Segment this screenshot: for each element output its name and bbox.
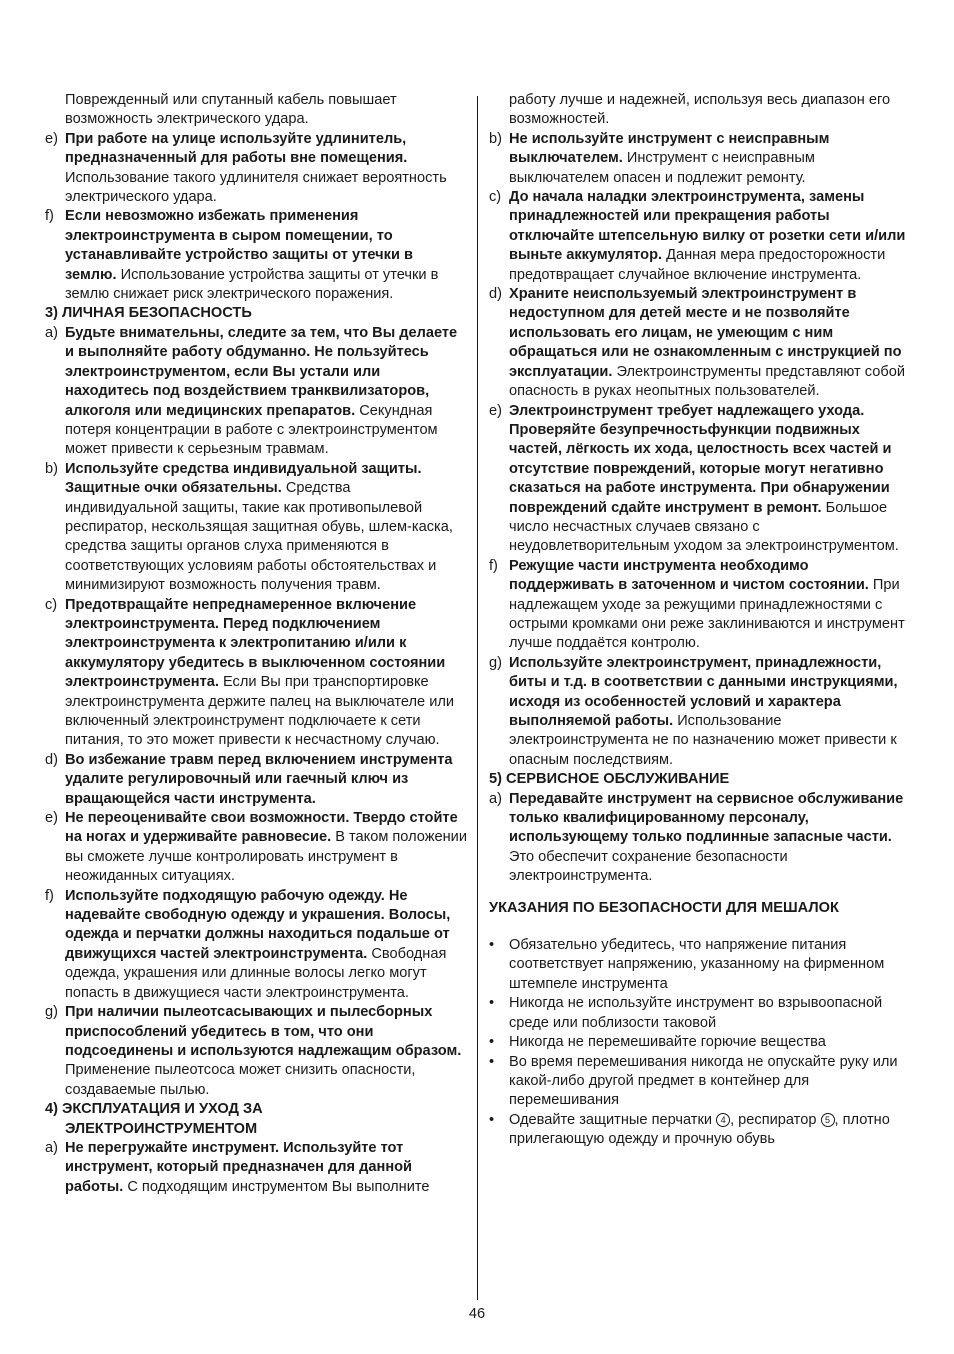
item-marker: c) (45, 596, 58, 613)
item-text: Использование устройства защиты от утечки в землю снижает риск электрического поражения. (65, 266, 439, 303)
bullet-item (489, 1033, 913, 1052)
item-marker: g) (45, 1004, 58, 1021)
list-item (45, 809, 467, 887)
item-bold-text: Предотвращайте непреднамеренное включение электроинструмента. Перед подключением электроинструмента к электропитанию и/или к аккумулятору убедитесь в выключенном состоянии электроинструмента. (65, 596, 446, 691)
bullet-text: Никогда не используйте инструмент во взрывоопасной среде или поблизости таковой (509, 995, 883, 1031)
item-text: В таком положении вы сможете лучше контролировать инструмент в неожиданных ситуациях. (65, 829, 467, 885)
list-item (45, 751, 467, 809)
item-bold-text: Используйте средства индивидуальной защиты. Защитные очки обязательны. (65, 460, 422, 497)
bullet-icon: • (489, 1034, 495, 1051)
item-marker: e) (45, 130, 58, 147)
bullet-item (489, 936, 913, 994)
bullet-text: Во время перемешивания никогда не опускайте руку или какой-либо другой предмет в контейнер для перемешивания (509, 1053, 898, 1109)
list-item (45, 324, 467, 460)
bullet-text (509, 1111, 913, 1150)
item-marker: e) (45, 810, 58, 827)
list-item (489, 654, 913, 770)
list-item (489, 285, 913, 401)
item-bold-text: Храните неиспользуемый электроинструмент в недоступном для детей месте и не позволяйте использовать его лицам, не умеющим с ним обращаться или не ознакомленным с инструкцией по эксплуатации. (509, 286, 902, 380)
list-item (489, 557, 913, 654)
bullet-icon: • (489, 995, 495, 1012)
list-item (45, 207, 467, 304)
item-text: Применение пылеотсоса может снизить опасности, создаваемые пылью. (65, 1062, 416, 1098)
item-marker: a) (45, 1139, 58, 1156)
item-text: Использование электроинструмента не по назначению может привести к опасным последствиям. (509, 713, 897, 768)
item-text: Секундная потеря концентрации в работе с электроинструментом может привести к серьезным травмам. (65, 402, 438, 458)
right-column (489, 91, 913, 1150)
item-marker: b) (45, 460, 58, 477)
list-item (489, 130, 913, 188)
item-marker: a) (489, 790, 502, 807)
item-text: Данная мера предосторожности предотвращает случайное включение инструмента. (509, 247, 886, 283)
item-marker: f) (489, 557, 498, 574)
item-marker: e) (489, 402, 502, 419)
item-text: Большое число несчастных случаев связано с неудовлетворительным уходом за электроинструментом. (509, 499, 899, 555)
item-marker: b) (489, 130, 502, 147)
item-text: Инструмент с неисправным выключателем опасен и подлежит ремонту. (509, 150, 815, 186)
item-bold-text: Передавайте инструмент на сервисное обслуживание только квалифицированному персоналу, использующему только подлинные запасные части. (509, 790, 904, 846)
section-heading: 4) ЭКСПЛУАТАЦИЯ И УХОД ЗА (45, 1101, 263, 1118)
bullet-item (489, 1111, 913, 1150)
section-heading-continuation: ЭЛЕКТРОИНСТРУМЕНТОМ (65, 1120, 258, 1137)
bullet-item (489, 1053, 913, 1111)
list-item (489, 790, 913, 887)
column-divider (477, 96, 478, 1300)
bullet-icon: • (489, 1053, 495, 1070)
bullet-icon: • (489, 937, 495, 954)
list-item (45, 1139, 467, 1197)
paragraph-continuation: работу лучше и надежней, используя весь диапазон его возможностей. (509, 92, 891, 128)
item-bold-text: Не перегружайте инструмент. Используйте тот инструмент, который предназначен для данной работы. (65, 1139, 413, 1195)
item-marker: d) (489, 286, 502, 303)
left-column (45, 91, 467, 1197)
item-text: Это обеспечит сохранение безопасности электроинструмента. (509, 848, 788, 885)
item-bold-text: Режущие части инструмента необходимо поддерживать в заточенном и чистом состоянии. (509, 557, 869, 594)
bullet-text-part: , плотно прилегающую одежду и прочную обувь (509, 1111, 890, 1148)
item-bold-text: Если невозможно избежать применения электроинструмента в сыром помещении, то устанавливайте устройство защиты от утечки в землю. (65, 208, 413, 283)
item-marker: f) (45, 208, 54, 225)
item-text: Использование такого удлинителя снижает вероятность электрического удара. (65, 169, 447, 206)
bullet-text-part: Одевайте защитные перчатки (509, 1111, 717, 1128)
item-bold-text: Не используйте инструмент с неисправным выключателем. (509, 130, 830, 167)
item-text: С подходящим инструментом Вы выполните (123, 1178, 430, 1195)
bullet-text: Никогда не перемешивайте горючие вещества (509, 1034, 826, 1051)
item-marker: g) (489, 654, 502, 671)
list-item (45, 1003, 467, 1100)
item-text: Если Вы при транспортировке электроинструмента держите палец на выключателе или включенный электроинструмент подключаете к сети питания, то это может привести к несчастному случаю. (65, 674, 455, 749)
page-number: 46 (468, 1306, 486, 1322)
mixer-safety-title: УКАЗАНИЯ ПО БЕЗОПАСНОСТИ ДЛЯ МЕШАЛОК (489, 899, 839, 916)
bullet-text-part: , респиратор (730, 1111, 821, 1128)
list-item (45, 130, 467, 208)
paragraph-continuation: Поврежденный или спутанный кабель повышает возможность электрического удара. (65, 92, 397, 128)
list-item (489, 188, 913, 285)
figure-ref-circled-number: 5 (821, 1113, 835, 1127)
item-bold-text: Будьте внимательны, следите за тем, что Вы делаете и выполняйте работу обдуманно. Не пользуйтесь электроинструментом, если Вы устали или находитесь под воздействием транквилизаторов, алкоголя или медицинских препаратов. (65, 324, 458, 419)
list-item (45, 596, 467, 751)
list-item (489, 402, 913, 557)
item-bold-text: До начала наладки электроинструмента, замены принадлежностей или прекращения работы отключайте штепсельную вилку от розетки сети и/или выньте аккумулятор. (509, 189, 906, 264)
item-bold-text: Используйте подходящую рабочую одежду. Не надевайте свободную одежду и украшения. Волосы, одежда и перчатки должны находиться подальше от движущихся частей электроинструмента. (65, 887, 451, 962)
bullet-item (489, 994, 913, 1033)
figure-ref-circled-number: 4 (716, 1113, 730, 1127)
item-bold-text: Используйте электроинструмент, принадлежности, биты и т.д. в соответствии с данными инструкциями, исходя из особенностей условий и характера выполняемой работы. (509, 654, 898, 729)
bullet-text: Обязательно убедитесь, что напряжение питания соответствует напряжению, указанному на фирменном штемпеле инструмента (509, 937, 885, 992)
list-item (45, 887, 467, 1003)
item-marker: a) (45, 324, 58, 341)
item-bold-text: При работе на улице используйте удлинитель, предназначенный для работы вне помещения. (65, 130, 408, 167)
item-text: Электроинструменты представляют собой опасность в руках неопытных пользователей. (509, 363, 905, 400)
item-text: Средства индивидуальной защиты, такие как противопылевой респиратор, нескользящая защитная обувь, шлем-каска, средства защиты органов слуха применяются в соответствующих условиям работы обстоятельствах и минимизируют возможность получения травм. (65, 480, 453, 594)
item-marker: f) (45, 887, 54, 904)
item-text: Свободная одежда, украшения или длинные волосы легко могут попасть в движущиеся части электроинструмента. (65, 945, 447, 1001)
section-heading: 5) СЕРВИСНОЕ ОБСЛУЖИВАНИЕ (489, 771, 730, 788)
item-bold-text: Не переоценивайте свои возможности. Твердо стойте на ногах и удерживайте равновесие. (65, 810, 458, 846)
list-item (45, 460, 467, 596)
item-marker: d) (45, 751, 58, 768)
item-text: При надлежащем уходе за режущими принадлежностями с острыми кромками они реже заклиниваются и инструмент лучше поддаётся контролю. (509, 577, 905, 652)
section-heading: 3) ЛИЧНАЯ БЕЗОПАСНОСТЬ (45, 305, 252, 322)
item-bold-text: Электроинструмент требует надлежащего ухода. Проверяйте безупречностьфункции подвижных частей, лёгкость их хода, целостность всех частей и отсутствие повреждений, которые могут негативно сказаться на работе инструмента. При обнаружении повреждений сдайте инструмент в ремонт. (509, 402, 892, 516)
item-bold-text: При наличии пылеотсасывающих и пылесборных приспособлений убедитесь в том, что они подсоединены и используются надлежащим образом. (65, 1004, 462, 1059)
item-marker: c) (489, 189, 502, 206)
item-bold-text: Во избежание травм перед включением инструмента удалите регулировочный или гаечный ключ из вращающейся части инструмента. (65, 751, 453, 807)
bullet-icon: • (489, 1111, 495, 1128)
